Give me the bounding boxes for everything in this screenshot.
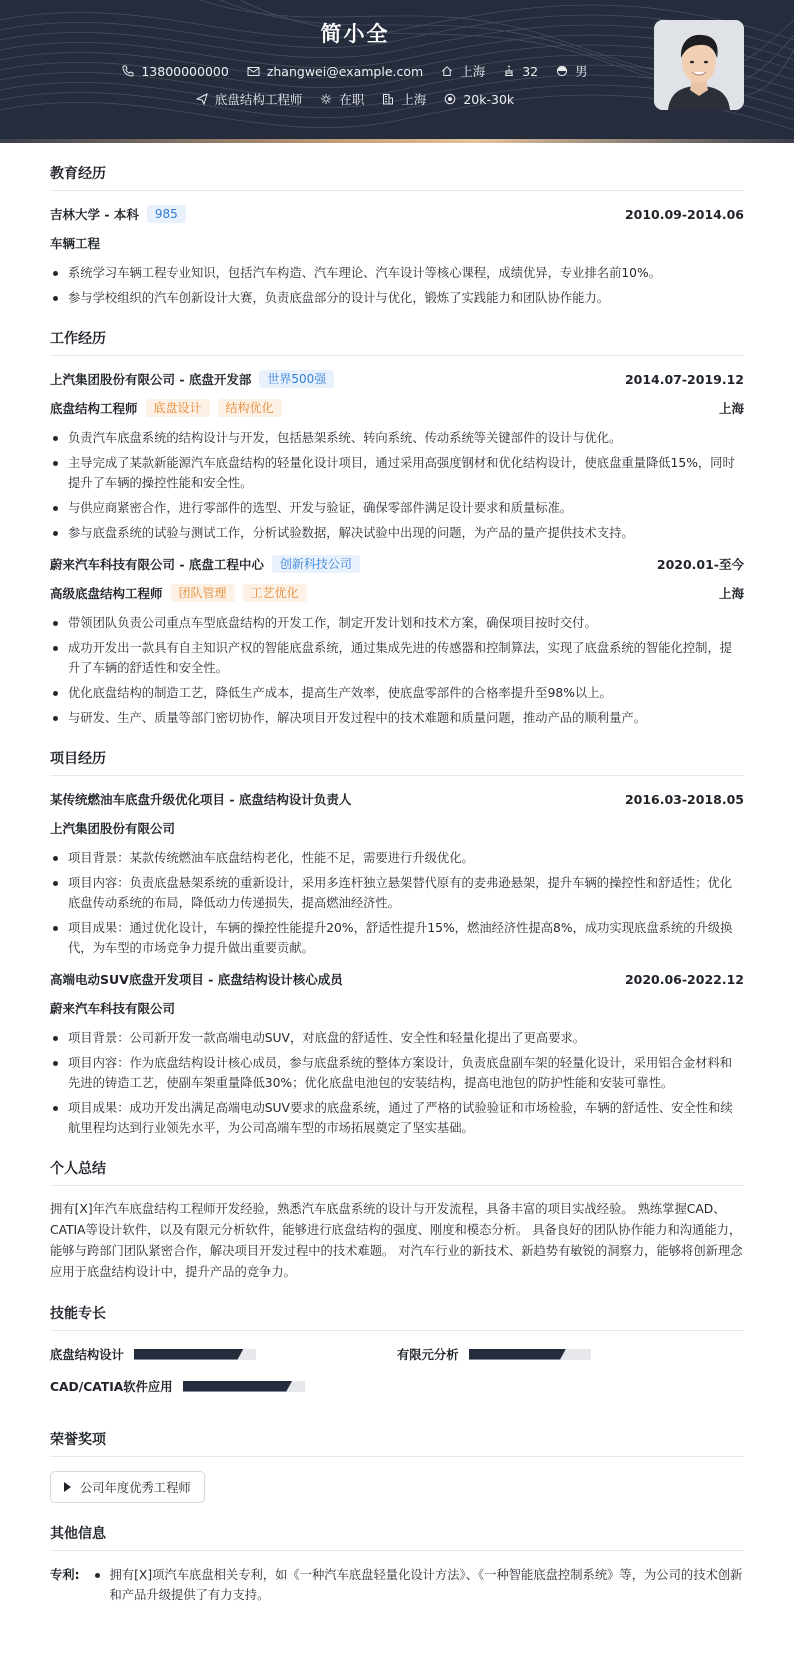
list-item: 系统学习车辆工程专业知识，包括汽车构造、汽车理论、汽车设计等核心课程，成绩优异，专业排名前10%。 <box>50 263 744 283</box>
list-item: 优化底盘结构的制造工艺，降低生产成本，提高生产效率，使底盘零部件的合格率提升至98%以上。 <box>50 683 744 703</box>
company-tag: 创新科技公司 <box>272 555 360 573</box>
skill-bar <box>469 1349 591 1360</box>
period: 2020.01-至今 <box>656 557 744 572</box>
bullet-list <box>50 1028 744 1138</box>
skill-item <box>50 1345 397 1363</box>
avatar-portrait <box>654 20 744 110</box>
school-tag: 985 <box>147 205 186 223</box>
list-item: 项目成果：通过优化设计，车辆的操控性能提升20%，舒适性提升15%，燃油经济性提高8%，成功实现底盘系统的升级换代，为车型的市场竞争力提升做出重要贡献。 <box>50 918 744 958</box>
skill-list <box>50 1345 744 1409</box>
bullet-list <box>50 613 744 728</box>
project-title: 高端电动SUV底盘开发项目 - 底盘结构设计核心成员 <box>50 972 343 987</box>
header-accent-line <box>0 139 794 143</box>
phone-info <box>122 62 228 80</box>
company-tag: 世界500强 <box>259 370 334 388</box>
work-section <box>50 328 744 728</box>
section-title: 教育经历 <box>50 163 744 191</box>
position-text: 底盘结构工程师 <box>214 92 303 107</box>
section-title: 技能专长 <box>50 1303 744 1331</box>
list-item: 拥有[X]项汽车底盘相关专利，如《一种汽车底盘轻量化设计方法》、《一种智能底盘控制系统》等，为公司的技术创新和产品升级提供了有力支持。 <box>92 1565 744 1605</box>
other-section <box>50 1523 744 1610</box>
section-title: 荣誉奖项 <box>50 1429 744 1457</box>
award-item <box>50 1471 205 1503</box>
contact-row <box>0 62 710 80</box>
skill-name: 底盘结构设计 <box>50 1348 124 1362</box>
gender-info <box>556 62 588 80</box>
company-name: 蔚来汽车科技有限公司 - 底盘工程中心 <box>50 557 264 572</box>
city-info <box>441 62 485 80</box>
project-company: 蔚来汽车科技有限公司 <box>50 1001 176 1016</box>
summary-text: 拥有[X]年汽车底盘结构工程师开发经验，熟悉汽车底盘系统的设计与开发流程，具备丰富的项目实战经验。 熟练掌握CAD、CATIA等设计软件，以及有限元分析软件，能够进行底盘结构的强度、刚度和模态分析。 具备良好的团队协作能力和沟通能力，能够与跨部门团队紧密合作，解决项目开发过程中的技术难题。 对汽车行业的新技术、新趋势有敏锐的洞察力，能够将创新理念应用于底盘结构设计中，提升产品的竞争力。 <box>50 1202 743 1279</box>
list-item: 成功开发出一款具有自主知识产权的智能底盘系统，通过集成先进的传感器和控制算法，实现了底盘系统的智能化控制，提升了车辆的舒适性和安全性。 <box>50 638 744 678</box>
major: 车辆工程 <box>50 236 101 251</box>
period: 2020.06-2022.12 <box>624 971 744 987</box>
role-tag: 底盘设计 <box>146 399 210 417</box>
other-label: 专利: <box>50 1568 80 1582</box>
work-entry <box>50 370 744 543</box>
section-title: 项目经历 <box>50 748 744 776</box>
age-info <box>503 62 538 80</box>
section-title: 个人总结 <box>50 1158 744 1186</box>
list-item: 主导完成了某款新能源汽车底盘结构的轻量化设计项目，通过采用高强度钢材和优化结构设计，使底盘重量降低15%，同时提升了车辆的操控性能和安全性。 <box>50 453 744 493</box>
home-icon <box>441 65 453 77</box>
building-icon <box>382 93 394 105</box>
awards-section <box>50 1429 744 1503</box>
age-text: 32 <box>522 63 539 79</box>
education-section <box>50 163 744 308</box>
target-city-text: 上海 <box>401 92 427 107</box>
project-company: 上汽集团股份有限公司 <box>50 821 176 836</box>
summary-section <box>50 1158 744 1283</box>
skill-bar-fill <box>469 1349 567 1360</box>
mail-icon <box>247 66 260 77</box>
job-intent-row <box>0 90 710 108</box>
period: 2014.07-2019.12 <box>624 371 744 387</box>
target-city-info <box>382 90 426 108</box>
bullet-list <box>50 263 744 308</box>
list-item: 与研发、生产、质量等部门密切协作，解决项目开发过程中的技术难题和质量问题，推动产品的顺利量产。 <box>50 708 744 728</box>
bullet-list <box>50 848 744 958</box>
list-item: 项目背景：公司新开发一款高端电动SUV，对底盘的舒适性、安全性和轻量化提出了更高要求。 <box>50 1028 744 1048</box>
position-info <box>196 90 303 108</box>
salary-icon <box>444 93 456 105</box>
resume-body <box>0 163 794 1610</box>
job-location: 上海 <box>718 586 744 601</box>
section-title: 工作经历 <box>50 328 744 356</box>
project-title: 某传统燃油车底盘升级优化项目 - 底盘结构设计负责人 <box>50 792 352 807</box>
briefcase-icon <box>196 93 208 105</box>
skill-bar <box>134 1349 256 1360</box>
bullet-list <box>50 428 744 543</box>
role-tag: 结构优化 <box>218 399 282 417</box>
project-section <box>50 748 744 1138</box>
list-item: 参与学校组织的汽车创新设计大赛，负责底盘部分的设计与优化，锻炼了实践能力和团队协作能力。 <box>50 288 744 308</box>
period: 2010.09-2014.06 <box>624 206 744 222</box>
section-title: 其他信息 <box>50 1523 744 1551</box>
list-item: 项目成果：成功开发出满足高端电动SUV要求的底盘系统，通过了严格的试验验证和市场检验，车辆的舒适性、安全性和续航里程均达到行业领先水平，为公司高端车型的市场拓展奠定了坚实基础。 <box>50 1098 744 1138</box>
gender-text: 男 <box>575 64 588 79</box>
education-entry <box>50 205 744 308</box>
list-item: 项目内容：作为底盘结构设计核心成员，参与底盘系统的整体方案设计，负责底盘副车架的轻量化设计，采用铝合金材料和先进的铸造工艺，使副车架重量降低30%；优化底盘电池包的安装结构，提高电池包的防护性能和安装可靠性。 <box>50 1053 744 1093</box>
list-item: 负责汽车底盘系统的结构设计与开发，包括悬架系统、转向系统、传动系统等关键部件的设计与优化。 <box>50 428 744 448</box>
skill-item <box>397 1345 744 1363</box>
role-tag: 团队管理 <box>171 584 235 602</box>
job-role: 高级底盘结构工程师 <box>50 586 163 601</box>
skill-bar-fill <box>134 1349 244 1360</box>
status-info <box>320 90 364 108</box>
job-role: 底盘结构工程师 <box>50 401 138 416</box>
award-text: 公司年度优秀工程师 <box>80 1481 191 1495</box>
skill-name: CAD/CATIA软件应用 <box>50 1380 173 1394</box>
project-entry <box>50 790 744 958</box>
avatar <box>654 20 744 110</box>
list-item: 带领团队负责公司重点车型底盘结构的开发工作，制定开发计划和技术方案，确保项目按时交付。 <box>50 613 744 633</box>
play-triangle-icon <box>64 1482 71 1492</box>
list-item: 项目内容：负责底盘悬架系统的重新设计，采用多连杆独立悬架替代原有的麦弗逊悬架，提升车辆的操控性和舒适性；优化底盘传动系统的布局，降低动力传递损失，提高燃油经济性。 <box>50 873 744 913</box>
list-item: 项目背景：某款传统燃油车底盘结构老化，性能不足，需要进行升级优化。 <box>50 848 744 868</box>
skill-bar <box>183 1381 305 1392</box>
phone-text: 13800000000 <box>141 63 229 79</box>
salary-text: 20k-30k <box>463 91 515 107</box>
job-location: 上海 <box>718 401 744 416</box>
project-entry <box>50 970 744 1138</box>
skill-bar-fill <box>183 1381 293 1392</box>
phone-icon <box>122 65 134 77</box>
age-icon <box>503 65 515 77</box>
status-icon <box>320 93 332 105</box>
role-tag: 工艺优化 <box>243 584 307 602</box>
skill-item <box>50 1377 397 1395</box>
skills-section <box>50 1303 744 1409</box>
status-text: 在职 <box>339 92 365 107</box>
school-name: 吉林大学 - 本科 <box>50 207 139 222</box>
gender-icon <box>556 65 568 77</box>
work-entry <box>50 555 744 728</box>
resume-header <box>0 0 794 143</box>
candidate-name: 简小全 <box>320 22 390 46</box>
period: 2016.03-2018.05 <box>624 791 744 807</box>
bullet-list <box>92 1565 744 1610</box>
patent-row <box>50 1565 744 1610</box>
list-item: 参与底盘系统的试验与测试工作，分析试验数据，解决试验中出现的问题，为产品的量产提供技术支持。 <box>50 523 744 543</box>
list-item: 与供应商紧密合作，进行零部件的选型、开发与验证，确保零部件满足设计要求和质量标准。 <box>50 498 744 518</box>
email-text: zhangwei@example.com <box>266 63 424 79</box>
email-info <box>247 62 423 80</box>
city-text: 上海 <box>460 64 486 79</box>
salary-info <box>444 90 514 108</box>
company-name: 上汽集团股份有限公司 - 底盘开发部 <box>50 372 252 387</box>
skill-name: 有限元分析 <box>397 1348 459 1362</box>
